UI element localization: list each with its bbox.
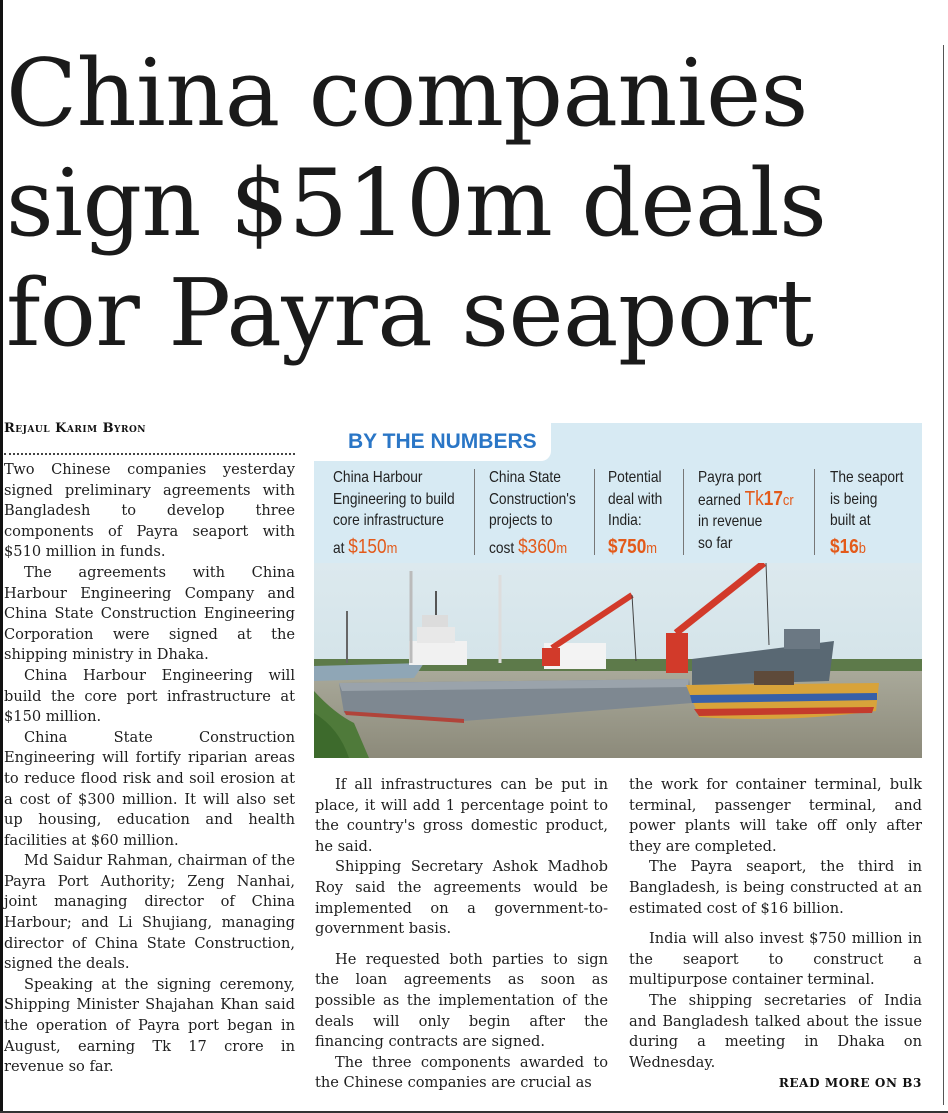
- headline-line-2: sign $510m deals: [6, 149, 827, 257]
- headline: [6, 38, 936, 368]
- left-border: [0, 0, 3, 1113]
- headline-line-3: for Payra seaport: [6, 259, 814, 367]
- paragraph: Md Saidur Rahman, chairman of the Payra Port Authority; Zeng Nanhai, joint managing director of China Harbour; and Li Shujiang, managing director of China State Construction, signed the deals.: [4, 852, 295, 973]
- stat-amount: $150: [348, 535, 387, 558]
- byline: Rejaul Karim Byron: [4, 421, 147, 436]
- paragraph: the work for container terminal, bulk terminal, passenger terminal, and power plants will take off only after they are completed.: [629, 776, 922, 855]
- article-column-1: [4, 460, 295, 1078]
- stat-line: core infrastructure: [333, 512, 444, 529]
- stat-line: India:: [608, 512, 642, 529]
- paragraph: Shipping Secretary Ashok Madhob Roy said the agreements would be implemented on a government-to-government basis.: [315, 858, 608, 938]
- paragraph: The three components awarded to the Chinese companies are crucial as: [315, 1053, 608, 1092]
- paragraph: The agreements with China Harbour Engineering Company and China State Construction Engineering Corporation were signed at the shipping ministry in Dhaka.: [4, 563, 295, 664]
- article-column-3: [629, 775, 922, 1073]
- stat-line: China Harbour: [333, 469, 423, 486]
- stat-divider: [594, 469, 595, 555]
- stat-amount-currency: Tk: [744, 487, 764, 510]
- stat-line: so far: [698, 534, 733, 552]
- article-column-2: [315, 775, 608, 1094]
- stat-divider: [474, 469, 475, 555]
- stat-divider: [683, 469, 684, 555]
- stat-suffix: cr: [782, 491, 794, 509]
- paragraph: China Harbour Engineering will build the core port infrastructure at $150 million.: [4, 666, 295, 726]
- read-more-link[interactable]: READ MORE ON B3: [778, 1076, 922, 1090]
- stat-suffix: b: [858, 539, 866, 557]
- right-column-rule: [943, 45, 944, 1105]
- by-the-numbers-panel: [314, 423, 922, 758]
- paragraph: The shipping secretaries of India and Bangladesh talked about the issue during a meeting in Dhaka on Wednesday.: [629, 991, 922, 1071]
- stat-line: in revenue: [698, 513, 763, 530]
- paragraph: Speaking at the signing ceremony, Shipping Minister Shajahan Khan said the operation of Payra port began in August, earning Tk 17 crore in revenue so far.: [4, 975, 295, 1076]
- stat-prefix: earned: [698, 491, 745, 509]
- stat-amount: $16: [830, 535, 859, 558]
- stat-line: projects to: [489, 512, 553, 529]
- byline-divider: [4, 453, 295, 455]
- paragraph: India will also invest $750 million in the seaport to construct a multipurpose container terminal.: [629, 930, 922, 989]
- by-the-numbers-title: BY THE NUMBERS: [314, 423, 551, 461]
- stat-prefix: cost: [489, 539, 519, 557]
- stat-line: Payra port: [698, 469, 762, 486]
- stat-line: China State: [489, 469, 561, 486]
- stat-line: Construction's: [489, 490, 576, 508]
- stat-suffix: m: [386, 539, 398, 557]
- stat-line: is being: [830, 490, 878, 508]
- stat-payra-revenue: [698, 467, 794, 554]
- stat-line: deal with: [608, 490, 663, 508]
- stat-prefix: at: [333, 539, 349, 557]
- stat-line: Potential: [608, 469, 662, 486]
- stat-china-state: [489, 467, 576, 559]
- paragraph: Two Chinese companies yesterday signed preliminary agreements with Bangladesh to develop three components of Payra seaport with $510 million in funds.: [4, 461, 295, 561]
- stat-amount: $750: [608, 535, 647, 558]
- stat-amount: $360: [518, 535, 557, 558]
- paragraph: If all infrastructures can be put in place, it will add 1 percentage point to the country's gross domestic product, he said.: [315, 776, 608, 855]
- seaport-barge-photo: [314, 563, 922, 758]
- paragraph: He requested both parties to sign the loan agreements as soon as possible as the implementation of the deals will only begin after the financing contracts are signed.: [315, 950, 608, 1051]
- stat-seaport-cost: [830, 467, 903, 559]
- stat-amount: 17: [763, 487, 783, 510]
- headline-line-1: China companies: [6, 39, 808, 147]
- paragraph: The Payra seaport, the third in Bangladesh, is being constructed at an estimated cost of $16 billion.: [629, 858, 922, 917]
- stat-line: The seaport: [830, 469, 904, 486]
- stat-china-harbour: [333, 467, 455, 559]
- stat-divider: [814, 469, 815, 555]
- stat-india-deal: [608, 467, 662, 559]
- stat-suffix: m: [646, 539, 658, 557]
- stat-line: built at: [830, 512, 871, 529]
- paragraph: China State Construction Engineering will fortify riparian areas to reduce flood risk and soil erosion at a cost of $300 million. It will also set up housing, education and health facilities at $60 million.: [4, 728, 295, 849]
- stat-line: Engineering to build: [333, 490, 455, 508]
- stat-suffix: m: [556, 539, 568, 557]
